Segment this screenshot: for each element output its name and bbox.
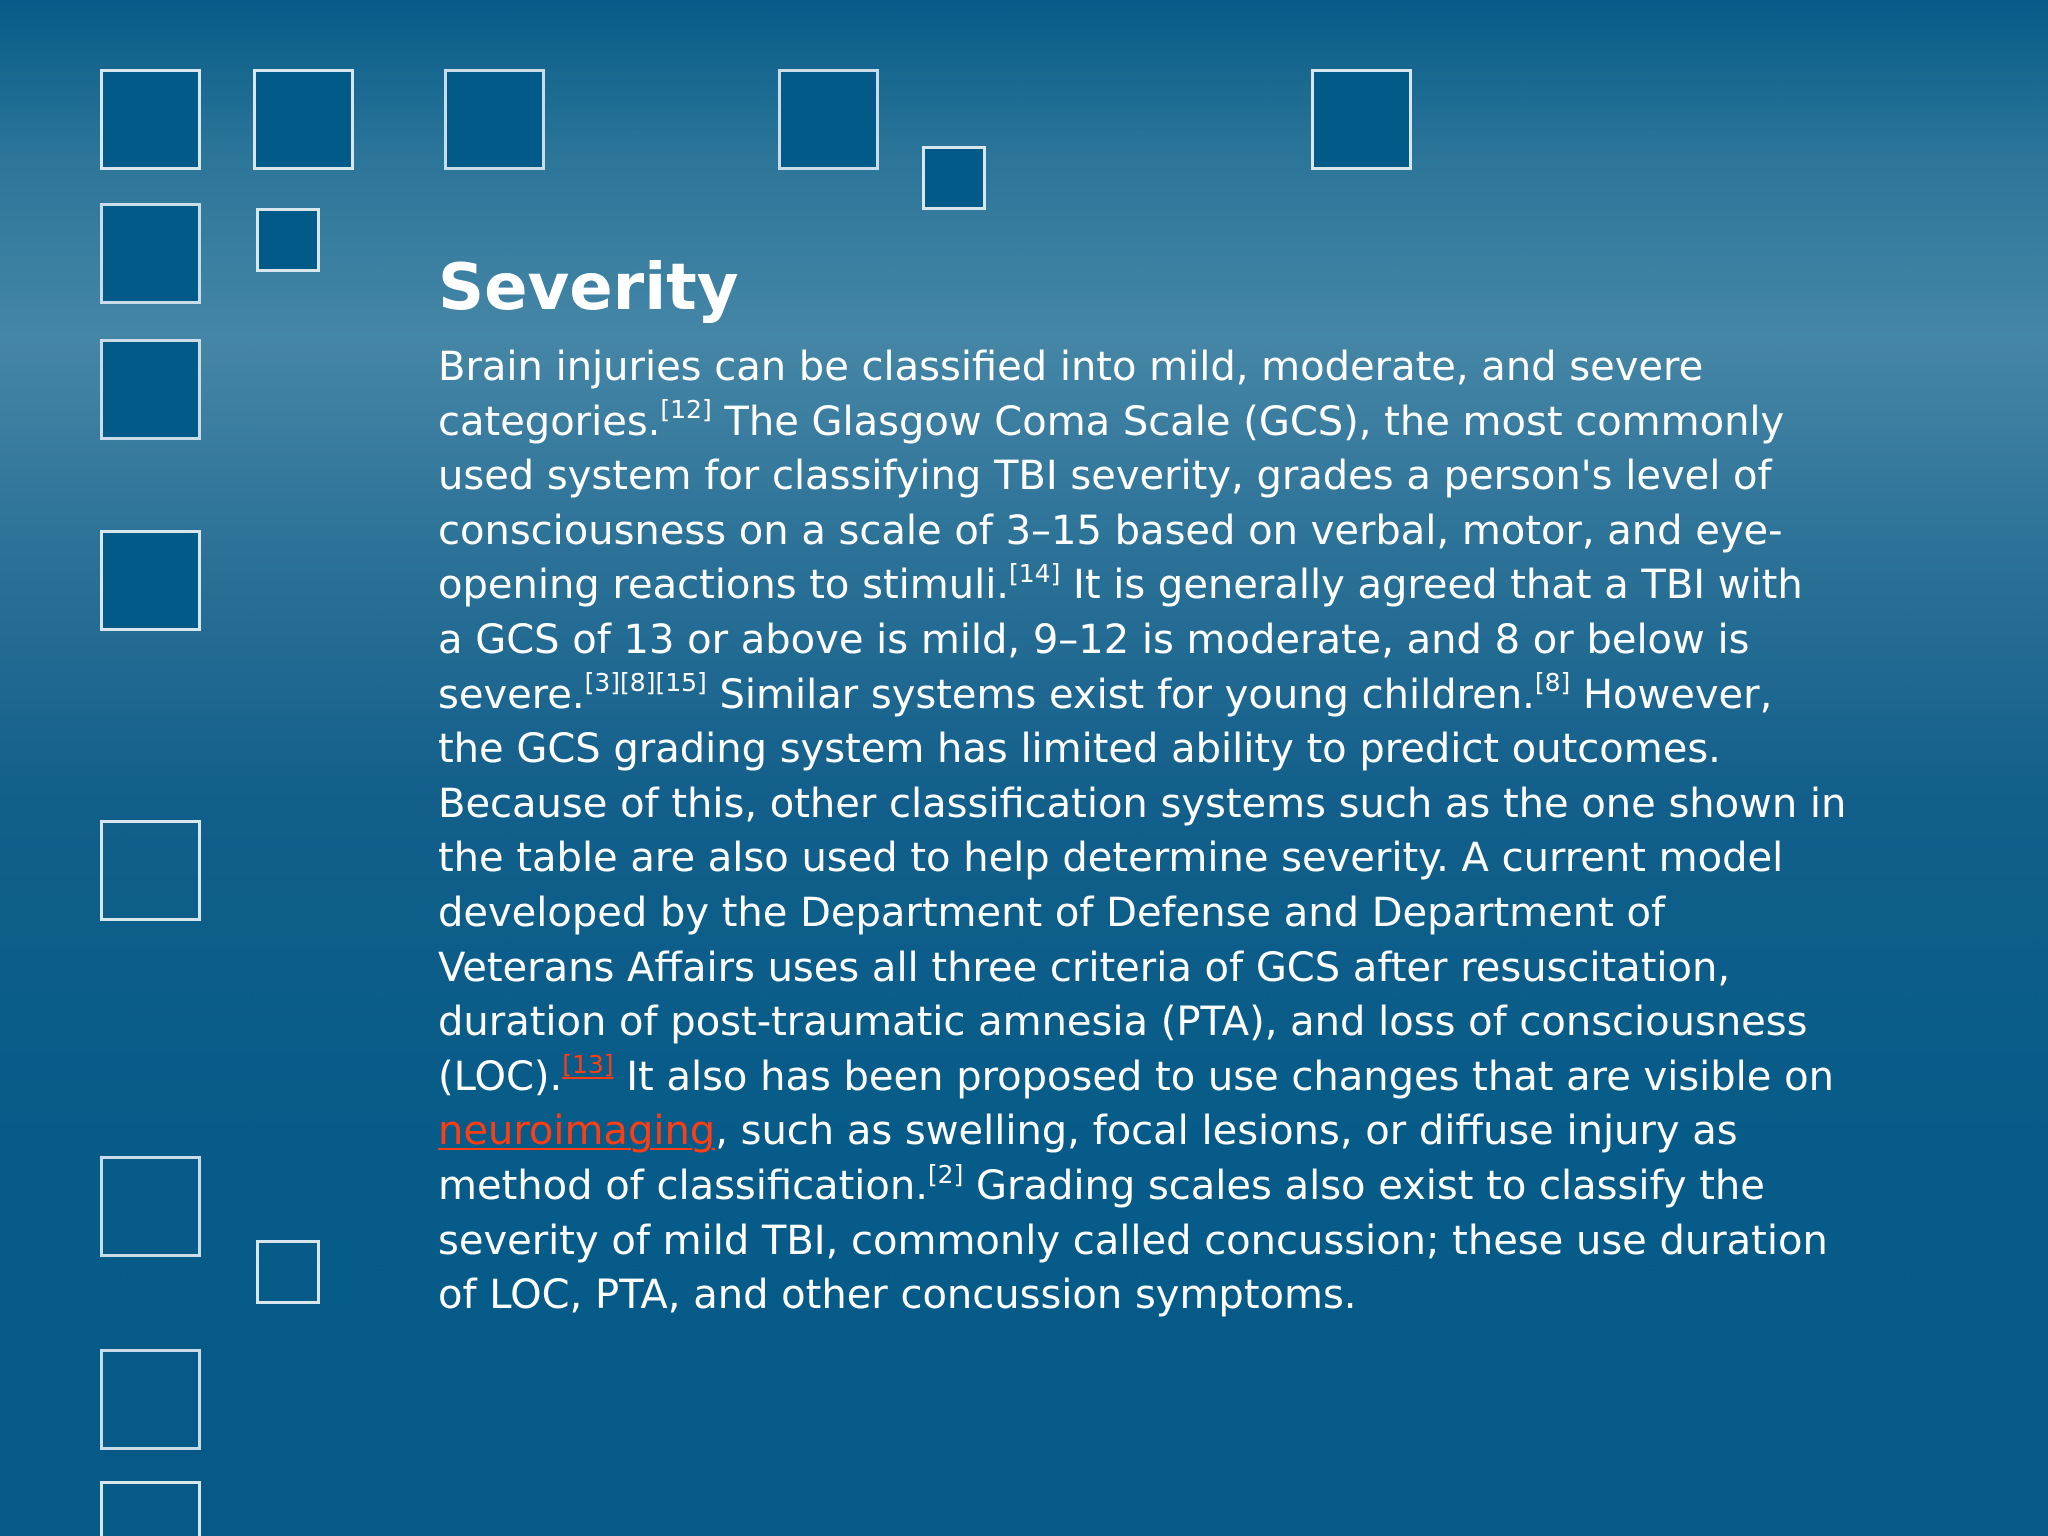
decorative-square [1311, 69, 1412, 170]
decorative-square-outline [100, 820, 201, 921]
decorative-square [922, 146, 986, 210]
neuroimaging-link[interactable]: neuroimaging [438, 1108, 716, 1155]
decorative-square-outline [100, 1156, 201, 1257]
slide-title: Severity [438, 251, 739, 325]
text-line: severe.[3][8][15] Similar systems exist for young children.[8] However, [438, 668, 1773, 718]
text-line: Veterans Affairs uses all three criteria of GCS after resuscitation, [438, 944, 1731, 991]
text-line: developed by the Department of Defense and Department of [438, 889, 1666, 936]
text-line: used system for classifying TBI severity, grades a person's level of [438, 453, 1772, 500]
decorative-square [100, 203, 201, 304]
text-line: the table are also used to help determine severity. A current model [438, 835, 1784, 882]
citation: [14] [1009, 559, 1061, 589]
citation: [8] [1534, 668, 1571, 698]
text-line: consciousness on a scale of 3–15 based on verbal, motor, and eye- [438, 507, 1783, 554]
decorative-square [100, 339, 201, 440]
text-line: opening reactions to stimuli.[14] It is generally agreed that a TBI with [438, 559, 1803, 609]
decorative-square-outline [256, 1240, 320, 1304]
citation: [2] [927, 1159, 964, 1189]
text-line: (LOC).[13] It also has been proposed to use changes that are visible on [438, 1050, 1834, 1100]
text-line: severity of mild TBI, commonly called concussion; these use duration [438, 1217, 1828, 1264]
decorative-square [100, 69, 201, 170]
text-line: method of classification.[2] Grading scales also exist to classify the [438, 1159, 1765, 1209]
slide-content [438, 248, 1878, 1323]
text-line: of LOC, PTA, and other concussion symptoms. [438, 1272, 1357, 1319]
decorative-square [444, 69, 545, 170]
decorative-square [100, 530, 201, 631]
citation-link[interactable]: [13] [562, 1050, 614, 1080]
text-line: the GCS grading system has limited ability to predict outcomes. [438, 726, 1721, 773]
decorative-square [253, 69, 354, 170]
text-line: Brain injuries can be classified into mild, moderate, and severe [438, 344, 1704, 390]
slide-body-text [438, 340, 1878, 1323]
decorative-square-outline [100, 1481, 201, 1536]
decorative-square [778, 69, 879, 170]
decorative-square-outline [100, 1349, 201, 1450]
text-line: categories.[12] The Glasgow Coma Scale (GCS), the most commonly [438, 395, 1785, 445]
citation: [3][8][15] [584, 668, 707, 698]
text-line: a GCS of 13 or above is mild, 9–12 is moderate, and 8 or below is [438, 616, 1750, 663]
citation: [12] [660, 395, 712, 425]
decorative-square [256, 208, 320, 272]
text-line: duration of post-traumatic amnesia (PTA), and loss of consciousness [438, 999, 1808, 1046]
text-line: Because of this, other classification systems such as the one shown in [438, 780, 1847, 827]
text-line: neuroimaging, such as swelling, focal lesions, or diffuse injury as [438, 1108, 1738, 1155]
